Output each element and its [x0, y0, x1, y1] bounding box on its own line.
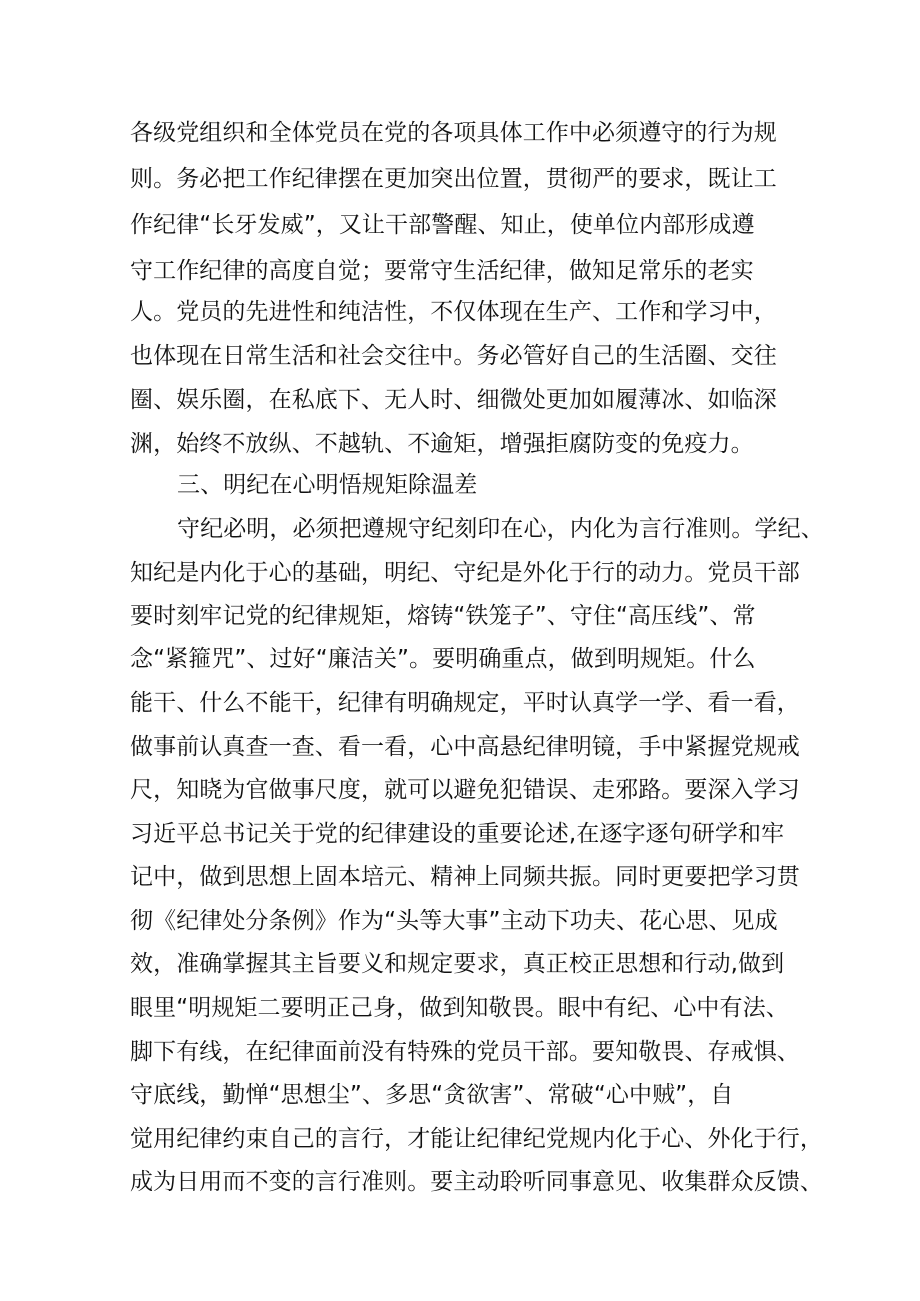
section-heading: 三、明纪在心明悟规矩除温差: [177, 472, 478, 498]
paragraph-line: 脚下有线，在纪律面前没有特殊的党员干部。要知敬畏、存戒惧、: [130, 1039, 800, 1065]
paragraph-line: 守纪必明，必须把遵规守纪刻印在心，内化为言行准则。学纪、: [177, 516, 824, 542]
paragraph-line: 效，准确掌握其主旨要义和规定要求，真正校正思想和行动,做到: [130, 951, 785, 977]
paragraph-line: 觉用纪律约束自己的言行，才能让纪律纪党规内化于心、外化于行，: [130, 1126, 823, 1152]
paragraph-line: 各级党组织和全体党员在党的各项具体工作中必须遵守的行为规: [130, 120, 777, 146]
paragraph-line: 尺，知晓为官做事尺度，就可以避免犯错误、走邪路。要深入学习: [130, 777, 800, 803]
paragraph-line: 记中，做到思想上固本培元、精神上同频共振。同时更要把学习贯: [130, 864, 800, 890]
paragraph-line: 守工作纪律的高度自觉；要常守生活纪律，做知足常乐的老实: [130, 258, 754, 284]
paragraph-line: 习近平总书记关于党的纪律建设的重要论述,在逐字逐句研学和牢: [130, 821, 785, 847]
paragraph-line: 念“紧箍咒”、过好“廉洁关”。要明确重点，做到明规矩。什么: [130, 646, 756, 672]
paragraph-line: 成为日用而不变的言行准则。要主动聆听同事意见、收集群众反馈、: [130, 1169, 823, 1195]
paragraph-line: 做事前认真查一查、看一看，心中高悬纪律明镜，手中紧握党规戒: [130, 734, 800, 760]
paragraph-line: 眼里“明规矩二要明正己身，做到知敬畏。眼中有纪、心中有法、: [130, 995, 789, 1021]
paragraph-line: 圈、娱乐圈，在私底下、无人时、细微处更加如履薄冰、如临深: [130, 387, 777, 413]
paragraph-line: 彻《纪律处分条例》作为“头等大事”主动下功夫、花心思、见成: [130, 908, 778, 934]
paragraph-line: 作纪律“长牙发威”，又让干部警醒、知止，使单位内部形成遵: [130, 212, 755, 238]
paragraph-line: 也体现在日常生活和社会交往中。务必管好自己的生活圈、交往: [130, 343, 777, 369]
paragraph-line: 渊，始终不放纵、不越轨、不逾矩，增强拒腐防变的免疫力。: [130, 431, 754, 457]
paragraph-line: 知纪是内化于心的基础，明纪、守纪是外化于行的动力。党员干部: [130, 560, 800, 586]
paragraph-line: 人。党员的先进性和纯洁性，不仅体现在生产、工作和学习中，: [130, 299, 777, 325]
paragraph-line: 则。务必把工作纪律摆在更加突出位置，贯彻严的要求，既让工: [130, 166, 777, 192]
paragraph-line: 要时刻牢记党的纪律规矩，熔铸“铁笼子”、守住“高压线”、常: [130, 603, 756, 629]
paragraph-line: 守底线，勤惮“思想尘”、多思“贪欲害”、常破“心中贼”，自: [130, 1082, 734, 1108]
paragraph-line: 能干、什么不能干，纪律有明确规定，平时认真学一学、看一看，: [130, 690, 800, 716]
